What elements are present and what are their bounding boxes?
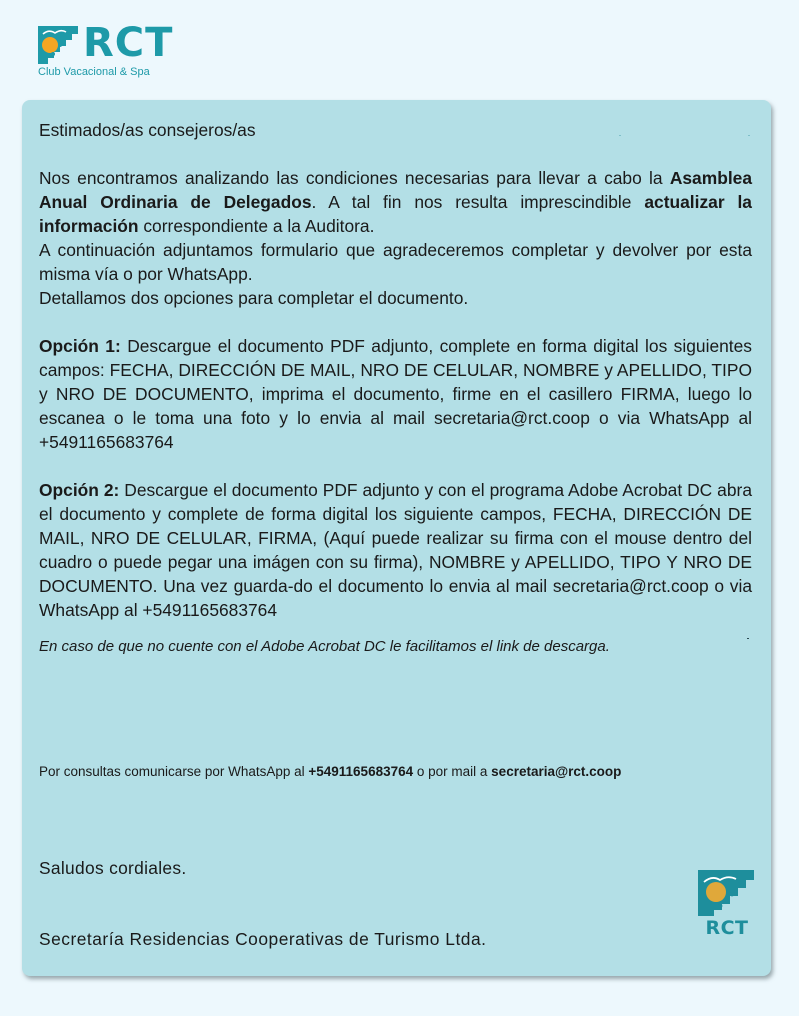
update-info-emphasis: actualizar la información [39,192,752,236]
intro-text: . A tal fin nos resulta imprescindible [311,192,645,212]
acrobat-note: En caso de que no cuente con el Adobe Acrobat DC le facilitamos el link de descarga. [39,638,610,655]
option-2 [39,478,752,622]
form-attached-text: A continuación adjuntamos formulario que agradeceremos completar y devolver por esta misma vía o por WhatsApp. [39,240,752,284]
contact-phone[interactable]: +5491165683764 [308,764,414,779]
intro-text: correspondiente a la Auditora. [138,216,375,236]
option-1 [39,334,752,454]
contact-email[interactable]: secretaria@rct.coop [491,764,622,779]
intro-paragraph [39,166,752,238]
greeting: Estimados/as consejeros/as [39,120,256,140]
option-1-label: Opción 1: [39,336,121,356]
option-2-text: Descargue el documento PDF adjunto y con el programa Adobe Acrobat DC abra el documento y complete de forma digital los siguiente campos, FECHA, DIRECCIÓN DE MAIL, NRO DE CELULAR, FIRMA, (Aquí puede realizar su firma con el mouse dentro del cuadro o puede pegar una imágen con su firma), NOMBRE y APELLIDO, TIPO Y NRO DE DOCUMENTO. Una vez guarda-do el documento lo envia al mail secretaria@rct.coop o via WhatsApp al +5491165683764 [39,480,752,620]
header-logo [38,20,188,80]
contact-middle: o por mail a [413,764,492,779]
brand-tagline: Club Vacacional & Spa [38,66,150,78]
letter-card [22,100,771,976]
footer-logo [697,870,757,945]
letter-body [39,118,752,949]
contact-line [39,763,621,781]
option-2-label: Opción 2: [39,480,120,500]
rct-logo-icon [698,870,754,916]
contact-prefix: Por consultas comunicarse por WhatsApp al [39,764,309,779]
intro-text: Nos encontramos analizando las condiciones necesarias para llevar a cabo la [39,168,670,188]
footer-brand-name: RCT [705,917,749,939]
options-intro: Detallamos dos opciones para completar el documento. [39,288,469,308]
rct-logo-icon [38,26,78,64]
brand-name: RCT [83,20,174,66]
closing: Saludos cordiales. [39,858,187,878]
signature: Secretaría Residencias Cooperativas de Turismo Ltda. [39,929,487,949]
option-1-text: Descargue el documento PDF adjunto, complete en forma digital los siguientes campos: FECHA, DIRECCIÓN DE MAIL, NRO DE CELULAR, NOMBRE y APELLIDO, TIPO y NRO DE DOCUMENTO, imprima el documento, firme en el casillero FIRMA, luego lo escanea o le toma una foto y lo envia al mail secretaria@rct.coop o via WhatsApp al +5491165683764 [39,336,752,452]
assembly-name: Asamblea Anual Ordinaria de Delegados [39,168,752,212]
